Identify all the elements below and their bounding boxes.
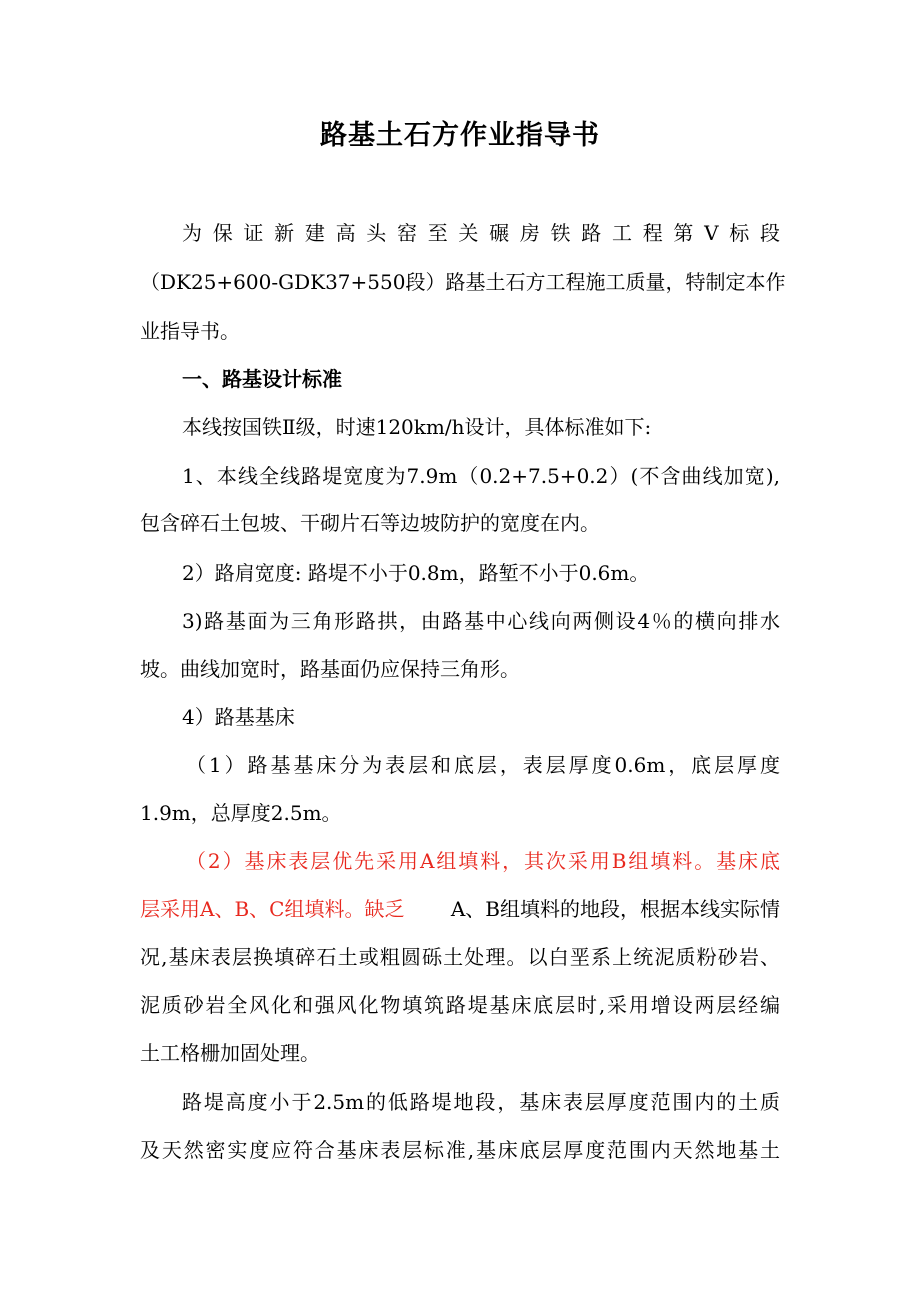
paragraph-4-2-line-3: 况,基床表层换填碎石土或粗圆砾土处理。以白垩系上统泥质粉砂岩、 [140, 945, 780, 969]
section-heading: 一、路基设计标准 [182, 367, 342, 391]
intro-line-3: 业指导书。 [140, 319, 240, 343]
paragraph-3-line-2: 坡。曲线加宽时，路基面仍应保持三角形。 [140, 657, 520, 681]
paragraph-4-2-line-2 [140, 894, 780, 924]
paragraph-5-line-2: 及天然密实度应符合基床表层标准,基床底层厚度范围内天然地基土 [140, 1138, 780, 1162]
document-title: 路基土石方作业指导书 [320, 120, 600, 151]
paragraph-4-1-line-2: 1.9m，总厚度2.5m。 [140, 801, 342, 825]
paragraph-4: 4）路基基床 [182, 705, 295, 729]
paragraph-2: 2）路肩宽度: 路堤不小于0.8m，路堑不小于0.6m。 [182, 561, 650, 585]
paragraph-1-line-1: 1、本线全线路堤宽度为7.9m（0.2+7.5+0.2）(不含曲线加宽), [182, 464, 780, 488]
normal-text: A、B组填料的地段，根据本线实际情 [450, 897, 780, 921]
paragraph-1-line-2: 包含碎石土包坡、干砌片石等边坡防护的宽度在内。 [140, 511, 600, 535]
paragraph-3-line-1: 3)路基面为三角形路拱，由路基中心线向两侧设4％的横向排水 [182, 609, 780, 633]
paragraph-5-line-1: 路堤高度小于2.5m的低路堤地段，基床表层厚度范围内的土质 [182, 1090, 780, 1114]
intro-line-1: 为 保 证 新 建 高 头 窑 至 关 碾 房 铁 路 工 程 第 Ⅴ 标 段 [182, 221, 780, 245]
paragraph-4-2-line-1: （2）基床表层优先采用A组填料，其次采用B组填料。基床底 [186, 849, 780, 873]
paragraph-standard: 本线按国铁Ⅱ级，时速120km/h设计，具体标准如下: [182, 415, 652, 439]
intro-line-2: （DK25+600-GDK37+550段）路基土石方工程施工质量，特制定本作 [140, 270, 786, 294]
paragraph-4-1-line-1: （1）路基基床分为表层和底层，表层厚度0.6m，底层厚度 [186, 753, 780, 777]
paragraph-4-2-line-5: 土工格栅加固处理。 [140, 1041, 320, 1065]
highlight-text: 层采用A、B、C组填料。缺乏 [140, 897, 405, 921]
paragraph-4-2-line-4: 泥质砂岩全风化和强风化物填筑路堤基床底层时,采用增设两层经编 [140, 993, 780, 1017]
